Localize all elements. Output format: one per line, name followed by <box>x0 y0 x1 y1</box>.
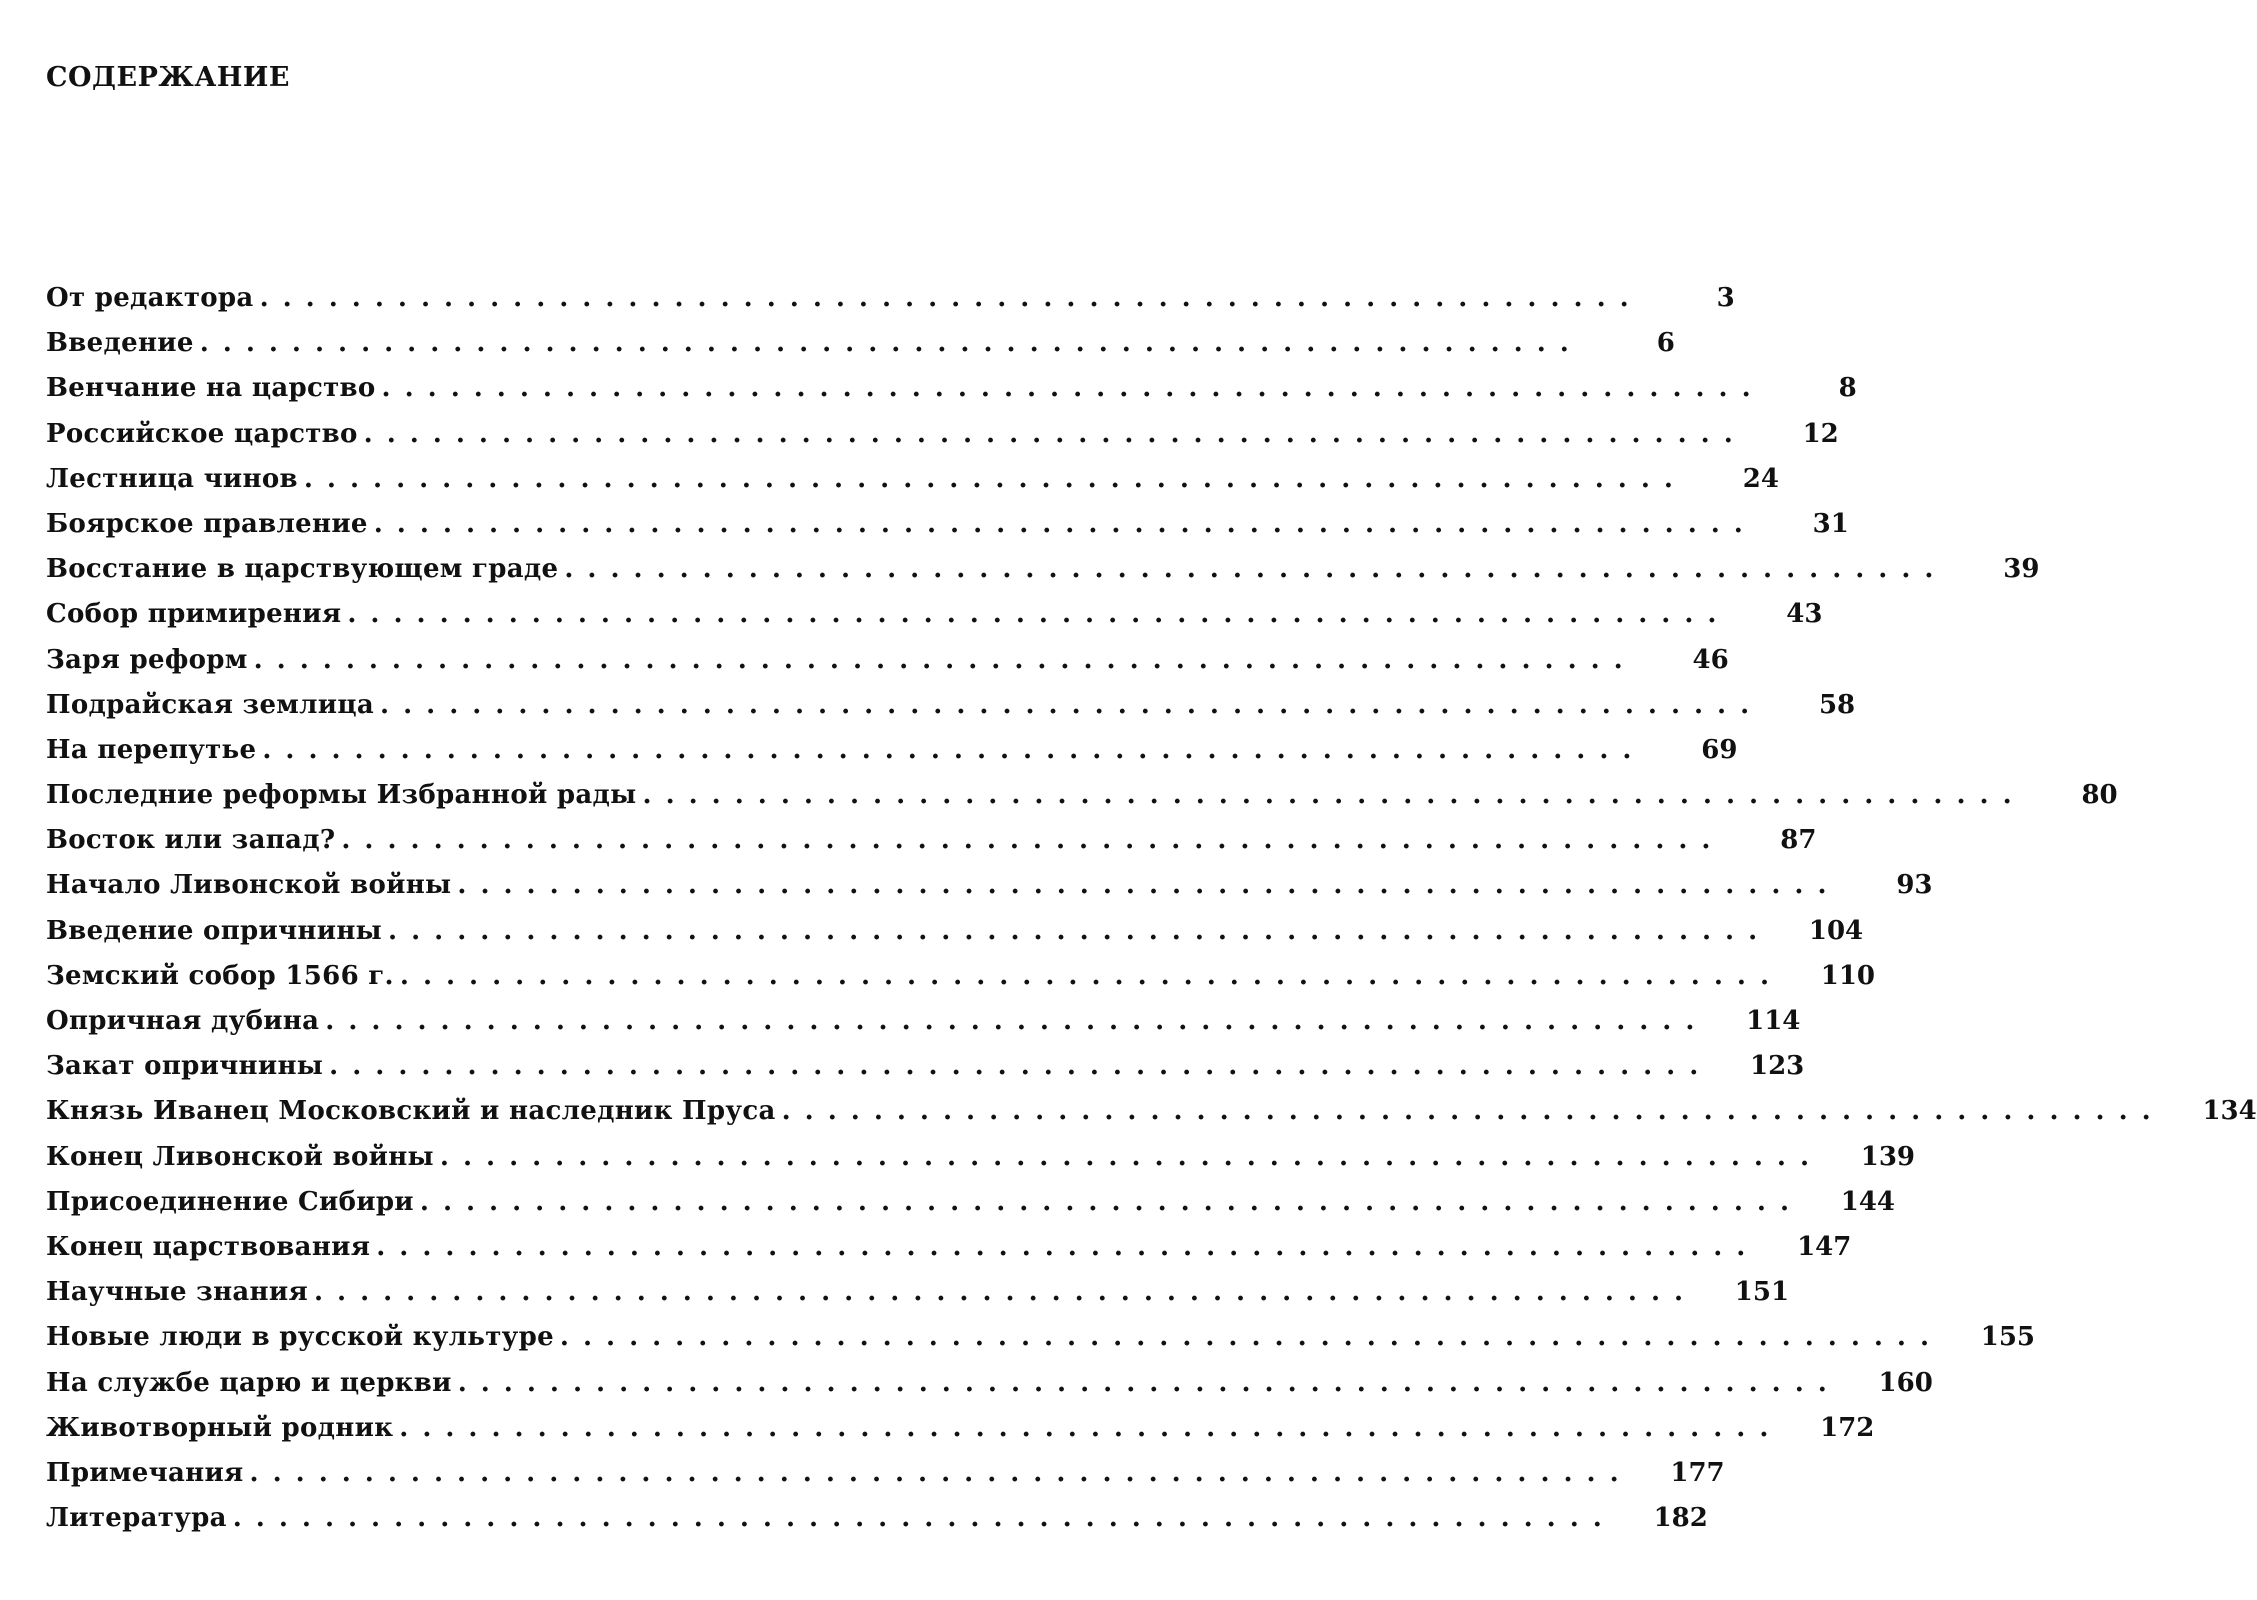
toc-dot-leader: ............................................................ <box>642 780 2026 811</box>
toc-dot-leader: ............................................................ <box>262 734 1646 765</box>
toc-entry <box>46 547 2040 592</box>
toc-entry <box>46 773 2118 818</box>
toc-entry <box>46 366 1857 411</box>
toc-entry-page-number: 104 <box>1808 915 1864 946</box>
toc-entry-title: Присоединение Сибири <box>46 1186 414 1217</box>
toc-entry-page-number: 46 <box>1692 644 1729 675</box>
toc-entry-page-number: 8 <box>1838 373 1857 404</box>
toc-entry-page-number: 147 <box>1797 1231 1852 1262</box>
toc-dot-leader: ............................................................ <box>564 554 1948 585</box>
toc-entry <box>46 502 1849 547</box>
toc-dot-leader: ............................................................ <box>249 1457 1633 1488</box>
toc-entry <box>46 592 1823 637</box>
toc-dot-leader: ............................................................ <box>781 1096 2165 1127</box>
toc-entry <box>46 863 1933 908</box>
toc-entry-title: Примечания <box>46 1457 244 1488</box>
toc-entry <box>46 276 1735 321</box>
toc-entry-page-number: 87 <box>1780 825 1817 856</box>
toc-entry-page-number: 172 <box>1820 1412 1875 1443</box>
toc-entry <box>46 728 1738 773</box>
toc-entry <box>46 457 1779 502</box>
toc-dot-leader: ............................................................ <box>559 1322 1944 1353</box>
toc-dot-leader: ............................................................ <box>399 960 1784 991</box>
toc-entry-page-number: 139 <box>1860 1141 1916 1172</box>
toc-entry-title: Боярское правление <box>46 508 368 539</box>
toc-entry-title: Начало Ливонской войны <box>46 870 452 901</box>
toc-entry-title: От редактора <box>46 283 254 313</box>
toc-dot-leader: ............................................................ <box>376 1231 1760 1262</box>
toc-dot-leader: ............................................................ <box>388 915 1772 946</box>
toc-dot-leader: ............................................................ <box>381 373 1765 404</box>
toc-entry-title: Литература <box>46 1503 227 1534</box>
toc-dot-leader: ............................................................ <box>399 1412 1783 1443</box>
toc-entry <box>46 412 1839 457</box>
toc-entry <box>46 1225 1852 1270</box>
toc-entry <box>46 683 1856 728</box>
toc-entry-title: Конец Ливонской войны <box>46 1141 434 1172</box>
toc-dot-leader: ............................................................ <box>303 463 1687 494</box>
toc-entry <box>46 1361 1933 1406</box>
toc-dot-leader: ............................................................ <box>457 1367 1841 1398</box>
toc-entry <box>46 909 1864 954</box>
toc-entry-page-number: 6 <box>1656 328 1675 359</box>
toc-dot-leader: ............................................................ <box>313 1277 1698 1308</box>
toc-entry-title: Последние реформы Избранной рады <box>46 780 637 811</box>
toc-dot-leader: ............................................................ <box>347 599 1731 630</box>
toc-dot-leader: ............................................................ <box>373 508 1757 539</box>
toc-entry-title: Князь Иванец Московский и наследник Пруса <box>46 1096 776 1127</box>
toc-entry-page-number: 134 <box>2202 1096 2257 1127</box>
toc-entry-page-number: 177 <box>1670 1457 1725 1488</box>
toc-dot-leader: ............................................................ <box>259 283 1643 313</box>
toc-dot-leader: ............................................................ <box>329 1051 1713 1082</box>
toc-entry-title: Опричная дубина <box>46 1006 320 1036</box>
toc-entry-title: Восстание в царствующем граде <box>46 554 559 585</box>
toc-entry-page-number: 3 <box>1716 283 1735 313</box>
toc-dot-leader: ............................................................ <box>325 1006 1709 1036</box>
toc-entry <box>46 638 1729 683</box>
toc-entry-page-number: 114 <box>1746 1006 1801 1036</box>
toc-entry-title: На службе царю и церкви <box>46 1367 452 1398</box>
toc-entry-page-number: 182 <box>1653 1503 1708 1534</box>
toc-entry <box>46 999 1801 1044</box>
toc-dot-leader: ............................................................ <box>199 328 1583 359</box>
toc-entry <box>46 1044 1805 1089</box>
toc-entry <box>46 1315 2036 1360</box>
toc-entry-page-number: 93 <box>1896 870 1933 901</box>
toc-entry-page-number: 58 <box>1818 689 1856 720</box>
page-title: СОДЕРЖАНИЕ <box>46 62 290 93</box>
toc-dot-leader: ............................................................ <box>457 870 1841 901</box>
toc-entry-page-number: 80 <box>2081 780 2118 811</box>
toc-entry-page-number: 24 <box>1742 463 1779 494</box>
toc-entry <box>46 818 1817 863</box>
toc-entry-title: Восток или запад? <box>46 825 336 856</box>
toc-entry <box>46 321 1675 366</box>
toc-entry-title: Лестница чинов <box>46 463 298 494</box>
toc-entry-title: Конец царствования <box>46 1231 371 1262</box>
toc-entry-title: Новые люди в русской культуре <box>46 1322 554 1353</box>
toc-entry-title: Собор примирения <box>46 599 342 630</box>
toc-entry-page-number: 155 <box>1980 1322 2036 1353</box>
toc-dot-leader: ............................................................ <box>363 418 1747 449</box>
toc-entry-page-number: 160 <box>1878 1367 1933 1398</box>
table-of-contents <box>46 276 2257 1541</box>
toc-entry <box>46 1135 1916 1180</box>
toc-entry-title: Земский собор 1566 г. <box>46 960 394 991</box>
toc-entry-page-number: 144 <box>1840 1186 1896 1217</box>
toc-entry-title: Венчание на царство <box>46 373 376 404</box>
toc-dot-leader: ............................................................ <box>380 689 1764 720</box>
toc-entry-title: Введение <box>46 328 194 359</box>
toc-entry <box>46 954 1876 999</box>
toc-entry-title: Подрайская землица <box>46 689 375 720</box>
toc-entry-title: Научные знания <box>46 1277 308 1308</box>
toc-entry-page-number: 39 <box>2003 554 2040 585</box>
toc-entry <box>46 1451 1725 1496</box>
toc-entry <box>46 1270 1790 1315</box>
toc-dot-leader: ............................................................ <box>439 1141 1824 1172</box>
toc-entry-title: Российское царство <box>46 418 358 449</box>
toc-dot-leader: ............................................................ <box>253 644 1637 675</box>
toc-entry-title: Животворный родник <box>46 1412 394 1443</box>
toc-entry-page-number: 12 <box>1802 418 1839 449</box>
toc-entry-page-number: 123 <box>1750 1051 1805 1082</box>
toc-entry-page-number: 151 <box>1734 1277 1790 1308</box>
toc-dot-leader: ............................................................ <box>232 1503 1616 1534</box>
toc-entry-title: Заря реформ <box>46 644 248 675</box>
toc-entry <box>46 1180 1896 1225</box>
toc-dot-leader: ............................................................ <box>341 825 1725 856</box>
toc-entry-title: Введение опричнины <box>46 915 383 946</box>
toc-entry <box>46 1089 2257 1134</box>
toc-entry-page-number: 43 <box>1786 599 1823 630</box>
toc-dot-leader: ............................................................ <box>419 1186 1804 1217</box>
toc-entry <box>46 1406 1875 1451</box>
toc-entry-page-number: 31 <box>1812 508 1849 539</box>
toc-entry-title: На перепутье <box>46 734 257 765</box>
toc-entry <box>46 1496 1708 1541</box>
toc-entry-page-number: 69 <box>1701 734 1738 765</box>
toc-entry-page-number: 110 <box>1820 960 1876 991</box>
toc-entry-title: Закат опричнины <box>46 1051 324 1082</box>
